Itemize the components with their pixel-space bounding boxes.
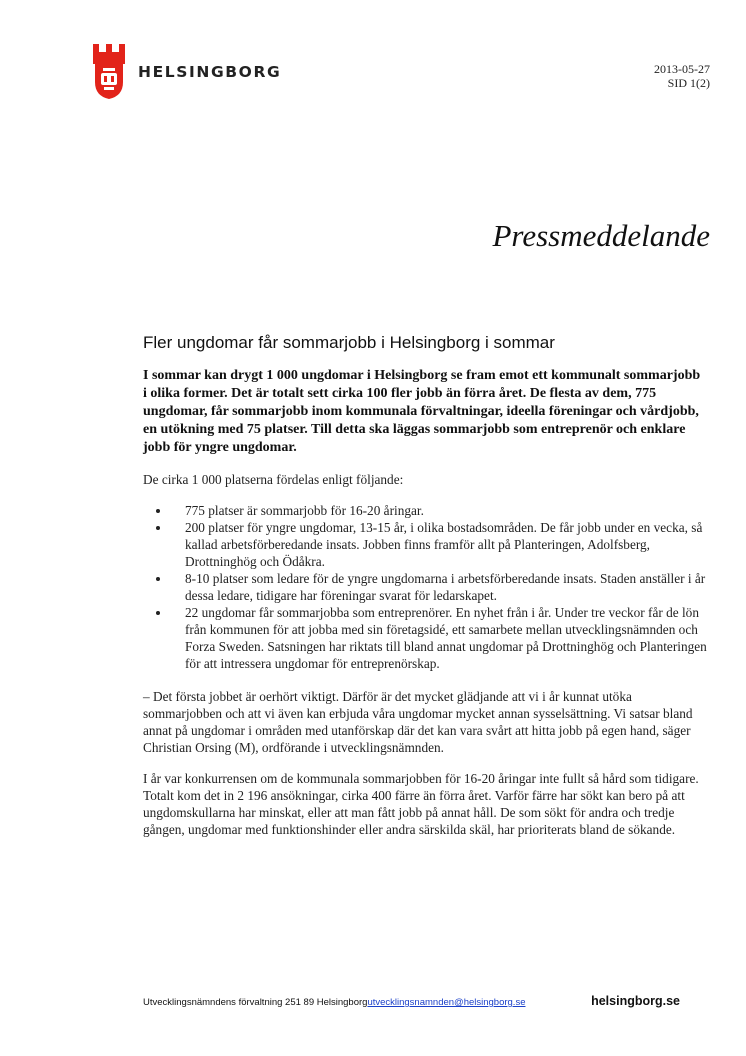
- page-footer: [143, 994, 680, 1008]
- allocation-list: [143, 502, 707, 672]
- article-intro: De cirka 1 000 platserna fördelas enligt följande:: [143, 472, 404, 487]
- document-meta: [654, 62, 710, 90]
- footer-address: Utvecklingsnämndens förvaltning 251 89 Helsingborg: [143, 997, 368, 1008]
- document-type: Pressmeddelande: [492, 218, 710, 253]
- document-date: 2013-05-27: [654, 62, 710, 76]
- list-item: • 8-10 platser som ledare för de yngre ungdomarna i arbetsförberedande insats. Staden anställer i år dessa ledare, tidigare har föreningar svarat för ledarskapet.: [171, 570, 707, 604]
- article-body: [143, 334, 707, 852]
- logo-wordmark: HELSINGBORG: [138, 63, 282, 81]
- list-item: • 200 platser för yngre ungdomar, 13-15 år, i olika bostadsområden. De får jobb under en vecka, så kallad arbetsförberedande insats. Jobben finns framför allt på Planteringen, Adolfsberg, Drottninghög och Ödåkra.: [171, 519, 707, 570]
- page-number: SID 1(2): [667, 76, 710, 90]
- list-item: • 22 ungdomar får sommarjobba som entreprenörer. En nyhet från i år. Under tre veckor får de lön från kommunen för att jobba med sin företagsidé, ett samarbete mellan utvecklingsnämnden och Forza Sweden. Satsningen har riktats till bland annat ungdomar på Drottninghög och Planteringen för att intressera ungdomar för entreprenörskap.: [171, 604, 707, 672]
- castle-crest-icon: [92, 44, 126, 100]
- list-item: • 775 platser är sommarjobb för 16-20 åringar.: [171, 502, 707, 519]
- article-title: Fler ungdomar får sommarjobb i Helsingborg i sommar: [143, 333, 555, 352]
- city-logo: [92, 44, 281, 100]
- footer-website: helsingborg.se: [591, 994, 680, 1008]
- article-quote: – Det första jobbet är oerhört viktigt. Därför är det mycket glädjande att vi i år kunnat utöka sommarjobben och att vi även kan erbjuda våra ungdomar mycket annan sysselsättning. Vi satsar bland annat på ungdomar i områden med utanförskap där det kan vara svårt att hitta jobb på egen hand, säger Christian Orsing (M), ordförande i utvecklingsnämnden.: [143, 689, 693, 755]
- article-lead: I sommar kan drygt 1 000 ungdomar i Helsingborg se fram emot ett kommunalt sommarjobb i olika former. Det är totalt sett cirka 100 fler jobb än förra året. De flesta av dem, 775 ungdomar, får sommarjobb inom kommunala förvaltningar, ideella föreningar och vårdjobb, en utökning med 75 platser. Till detta ska läggas sommarjobb som entreprenör och enklare jobb för yngre ungdomar.: [143, 368, 701, 455]
- article-closing: I år var konkurrensen om de kommunala sommarjobben för 16-20 åringar inte fullt så hård som tidigare. Totalt kom det in 2 196 ansökningar, cirka 400 färre än förra året. Varför färre har sökt kan bero på att ungdomskullarna har minskat, eller att man fått jobb på annat håll. De som sökt för andra och tredje gången, ungdomar med funktionshinder eller andra särskilda skäl, har prioriterats bland de sökande.: [143, 771, 699, 837]
- footer-contact: [143, 997, 525, 1008]
- footer-email-link[interactable]: utvecklingsnamnden@helsingborg.se: [367, 997, 526, 1008]
